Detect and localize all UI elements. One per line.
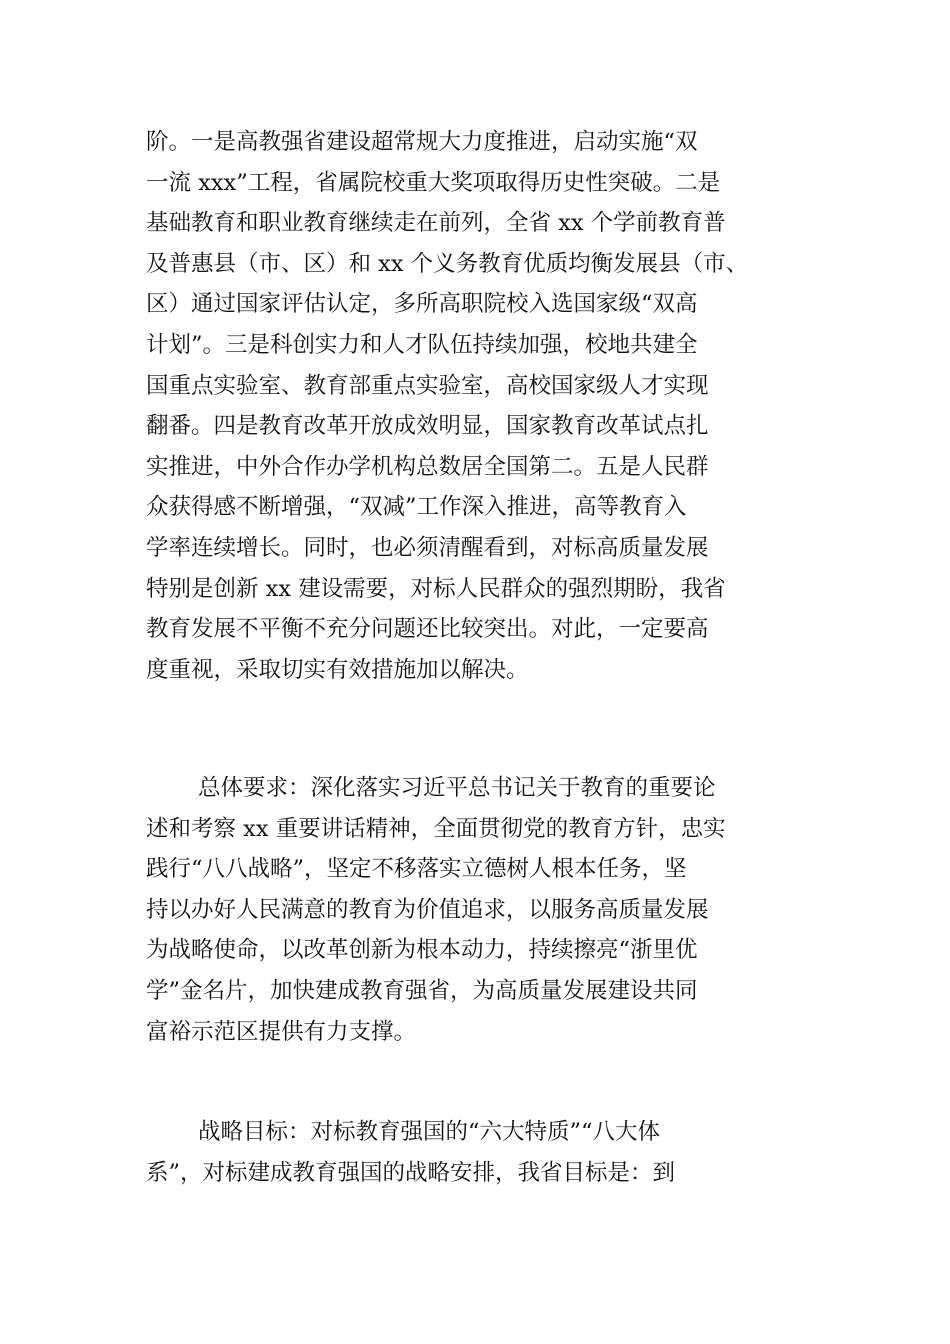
text-line: 一流 xxx”工程，省属院校重大奖项取得历史性突破。二是 (146, 169, 721, 196)
text-line: 众获得感不断增强，“双减”工作深入推进，高等教育入 (146, 494, 687, 521)
text-line: 为战略使命，以改革创新为根本动力，持续擦亮“浙里优 (146, 937, 698, 964)
text-line: 度重视，采取切实有效措施加以解决。 (146, 656, 529, 683)
text-line: 计划”。三是科创实力和人才队伍持续加强，校地共建全 (146, 331, 698, 358)
paragraph-achievements (146, 122, 806, 690)
text-line: 富裕示范区提供有力支撑。 (146, 1018, 417, 1045)
text-line: 阶。一是高教强省建设超常规大力度推进，启动实施“双 (146, 129, 698, 155)
text-line: 区）通过国家评估认定，多所高职院校入选国家级“双高 (146, 291, 698, 318)
paragraph-overall-requirements (146, 768, 806, 1052)
text-line: 述和考察 xx 重要讲话精神，全面贯彻党的教育方针，忠实 (146, 815, 726, 842)
text-line: 学”金名片，加快建成教育强省，为高质量发展建设共同 (146, 977, 698, 1004)
text-line: 践行“八八战略”，坚定不移落实立德树人根本任务，坚 (146, 856, 687, 883)
text-line: 基础教育和职业教育继续走在前列，全省 xx 个学前教育普 (146, 210, 726, 237)
text-line: 总体要求：深化落实习近平总书记关于教育的重要论 (198, 775, 716, 801)
text-line: 国重点实验室、教育部重点实验室，高校国家级人才实现 (146, 372, 709, 399)
text-line: 系”，对标建成教育强国的战略安排，我省目标是：到 (146, 1159, 676, 1186)
text-line: 实推进，中外合作办学机构总数居全国第二。五是人民群 (146, 453, 709, 480)
text-line: 及普惠县（市、区）和 xx 个义务教育优质均衡发展县（市、 (146, 250, 749, 277)
text-line: 学率连续增长。同时，也必须清醒看到，对标高质量发展 (146, 534, 709, 561)
text-line: 特别是创新 xx 建设需要，对标人民群众的强烈期盼，我省 (146, 575, 726, 602)
text-line: 战略目标：对标教育强国的“六大特质”“八大体 (198, 1119, 661, 1145)
text-line: 教育发展不平衡不充分问题还比较突出。对此，一定要高 (146, 616, 709, 643)
paragraph-strategic-goals (146, 1112, 806, 1193)
text-line: 持以办好人民满意的教育为价值追求，以服务高质量发展 (146, 896, 709, 923)
text-line: 翻番。四是教育改革开放成效明显，国家教育改革试点扎 (146, 413, 709, 440)
